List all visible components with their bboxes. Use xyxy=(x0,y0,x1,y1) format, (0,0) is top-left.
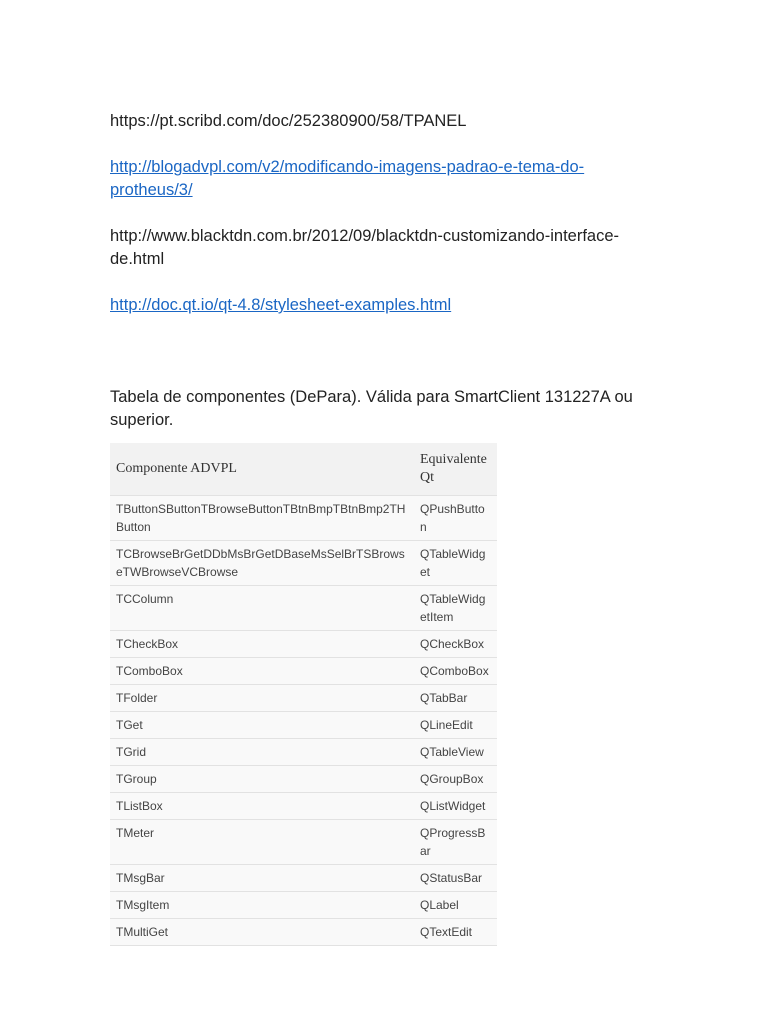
advpl-component-cell: TMeter xyxy=(110,820,414,865)
advpl-component-cell: TListBox xyxy=(110,793,414,820)
reference-link-blogadvpl-paragraph xyxy=(110,156,655,202)
qt-equivalent-cell: QGroupBox xyxy=(414,766,497,793)
table-row xyxy=(110,631,497,658)
qt-equivalent-cell: QTableWidget xyxy=(414,541,497,586)
table-row xyxy=(110,919,497,946)
qt-equivalent-cell: QStatusBar xyxy=(414,865,497,892)
advpl-component-cell: TMsgBar xyxy=(110,865,414,892)
table-row xyxy=(110,865,497,892)
table-row xyxy=(110,793,497,820)
document-page xyxy=(110,110,655,946)
advpl-component-cell: TComboBox xyxy=(110,658,414,685)
table-row xyxy=(110,685,497,712)
advpl-component-cell: TFolder xyxy=(110,685,414,712)
qt-equivalent-cell: QPushButton xyxy=(414,496,497,541)
column-header-advpl: Componente ADVPL xyxy=(110,443,414,496)
qt-equivalent-cell: QProgressBar xyxy=(414,820,497,865)
table-row xyxy=(110,712,497,739)
advpl-component-cell: TMultiGet xyxy=(110,919,414,946)
section-spacer xyxy=(110,340,655,386)
qt-equivalent-cell: QCheckBox xyxy=(414,631,497,658)
column-header-qt: Equivalente Qt xyxy=(414,443,497,496)
table-row xyxy=(110,739,497,766)
advpl-component-cell: TMsgItem xyxy=(110,892,414,919)
qt-equivalent-cell: QTextEdit xyxy=(414,919,497,946)
table-row xyxy=(110,892,497,919)
reference-link-qt-docs-paragraph xyxy=(110,294,655,317)
table-row xyxy=(110,586,497,631)
advpl-component-cell: TGroup xyxy=(110,766,414,793)
qt-equivalent-cell: QTableView xyxy=(414,739,497,766)
table-row xyxy=(110,496,497,541)
qt-equivalent-cell: QComboBox xyxy=(414,658,497,685)
table-intro-text: Tabela de componentes (DePara). Válida para SmartClient 131227A ou superior. xyxy=(110,388,633,429)
advpl-component-cell: TButtonSButtonTBrowseButtonTBtnBmpTBtnBmp2THButton xyxy=(110,496,414,541)
reference-link-qt-docs[interactable]: http://doc.qt.io/qt-4.8/stylesheet-examples.html xyxy=(110,296,452,314)
qt-equivalent-cell: QLabel xyxy=(414,892,497,919)
reference-url-scribd: https://pt.scribd.com/doc/252380900/58/TPANEL xyxy=(110,112,467,130)
table-row xyxy=(110,658,497,685)
reference-link-blogadvpl[interactable]: http://blogadvpl.com/v2/modificando-imagens-padrao-e-tema-do-protheus/3/ xyxy=(110,158,585,199)
qt-equivalent-cell: QListWidget xyxy=(414,793,497,820)
qt-equivalent-cell: QLineEdit xyxy=(414,712,497,739)
table-row xyxy=(110,541,497,586)
qt-equivalent-cell: QTableWidgetItem xyxy=(414,586,497,631)
reference-url-blacktdn: http://www.blacktdn.com.br/2012/09/blacktdn-customizando-interface-de.html xyxy=(110,227,620,268)
table-row xyxy=(110,820,497,865)
advpl-component-cell: TCBrowseBrGetDDbMsBrGetDBaseMsSelBrTSBrowseTWBrowseVCBrowse xyxy=(110,541,414,586)
advpl-component-cell: TGrid xyxy=(110,739,414,766)
advpl-component-cell: TCColumn xyxy=(110,586,414,631)
advpl-component-cell: TCheckBox xyxy=(110,631,414,658)
qt-equivalent-cell: QTabBar xyxy=(414,685,497,712)
advpl-component-cell: TGet xyxy=(110,712,414,739)
component-mapping-table xyxy=(110,443,497,946)
table-header-row xyxy=(110,443,497,496)
table-row xyxy=(110,766,497,793)
